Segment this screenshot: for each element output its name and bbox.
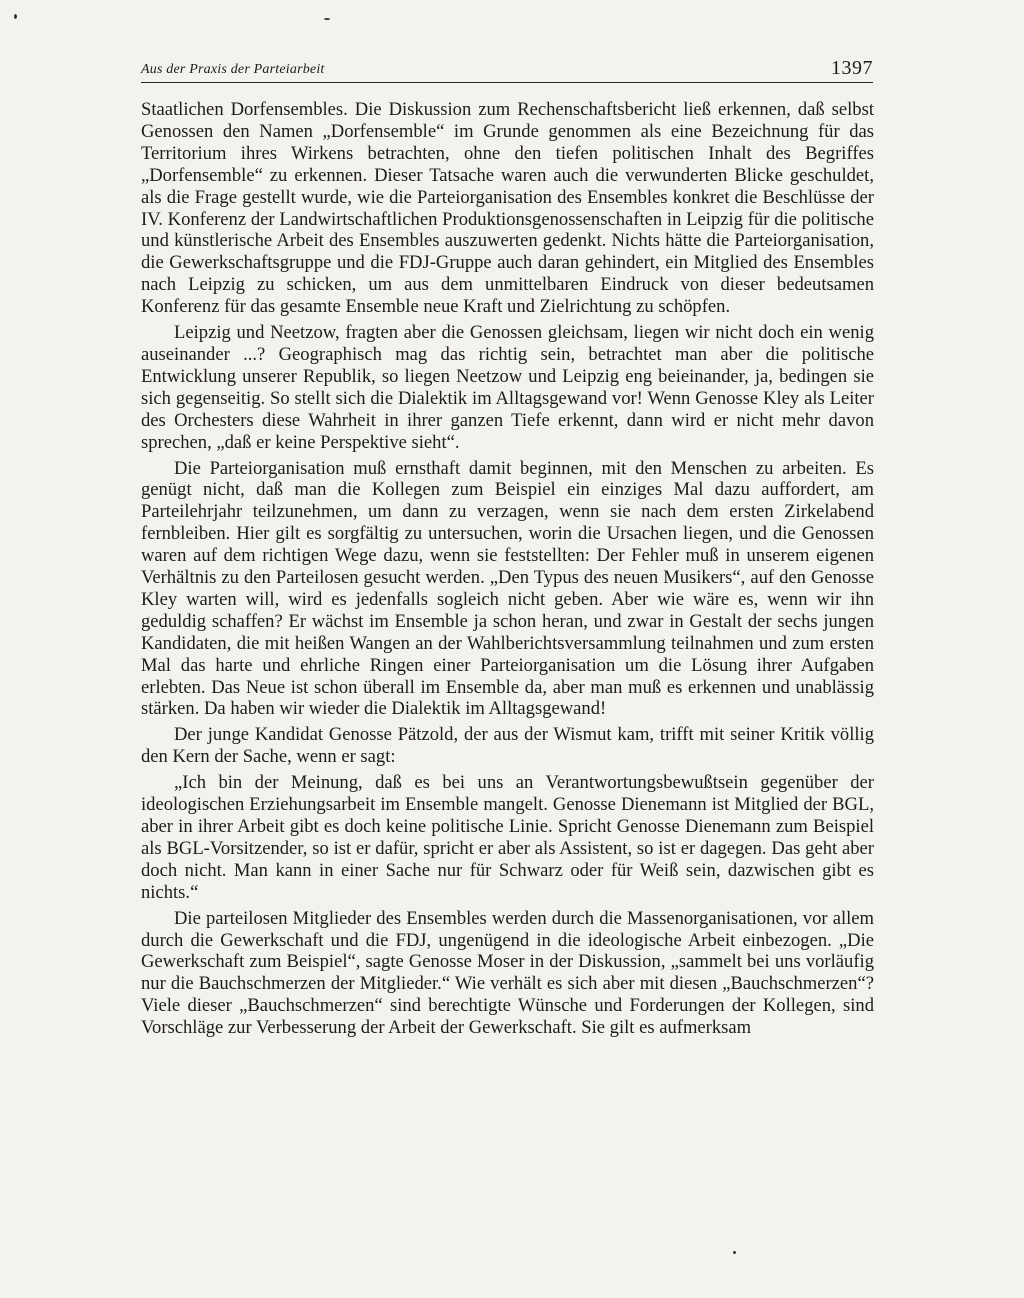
running-head: Aus der Praxis der Parteiarbeit xyxy=(141,62,325,77)
paragraph-continuation: Staatlichen Dorfensembles. Die Diskussion zum Rechenschaftsbericht ließ erkennen, daß selbst Genossen den Namen „Dorfensemble“ im Grunde genommen als eine Bezeichnung für das Territorium ihres Wirkens betrachten, ohne den tiefen politischen Inhalt des Begriffes „Dorfensemble“ zu erkennen. Dieser Tatsache waren auch die verwunderten Blicke geschuldet, als die Frage gestellt wurde, wie die Parteiorganisation des Ensembles konkret die Beschlüsse der IV. Konferenz der Landwirtschaftlichen Produktionsgenossenschaften in Leipzig für die politische und künstlerische Arbeit des Ensembles auszuwerten gedenkt. Nichts hätte die Parteiorganisation, die Gewerkschaftsgruppe und die FDJ-Gruppe auch daran gehindert, ein Mitglied des Ensembles nach Leipzig zu schicken, um aus dem unmittelbaren Eindruck von dieser bedeutsamen Konferenz für das gesamte Ensemble neue Kraft und Zielrichtung zu schöpfen. xyxy=(141,99,874,318)
quotation-paragraph: „Ich bin der Meinung, daß es bei uns an Verantwortungsbewußtsein gegenüber der ideologischen Erziehungsarbeit im Ensemble mangelt. Genosse Dienemann ist Mitglied der BGL, aber in ihrer Arbeit gibt es doch keine politische Linie. Spricht Genosse Dienemann zum Beispiel als BGL-Vorsitzender, so ist er dafür, spricht er aber als Assistent, so ist er dagegen. Das geht aber doch nicht. Man kann in einer Sache nur für Schwarz oder für Weiß sein, dazwischen gibt es nichts.“ xyxy=(141,772,874,903)
page-number: 1397 xyxy=(831,57,873,79)
paragraph: Die parteilosen Mitglieder des Ensembles werden durch die Massenorganisationen, vor allem durch die Gewerkschaft und die FDJ, ungenügend in die ideologische Arbeit einbezogen. „Die Gewerkschaft zum Beispiel“, sagte Genosse Moser in der Diskussion, „sammelt bei uns vorläufig nur die Bauchschmerzen der Mitglieder.“ Wie verhält es sich aber mit diesen „Bauchschmerzen“? Viele dieser „Bauchschmerzen“ sind berechtigte Wünsche und Forderungen der Kollegen, sind Vorschläge zur Verbesserung der Arbeit der Gewerkschaft. Sie gilt es aufmerksam xyxy=(141,907,874,1039)
paragraph: Der junge Kandidat Genosse Pätzold, der aus der Wismut kam, trifft mit seiner Kritik völlig den Kern der Sache, wenn er sagt: xyxy=(141,724,874,768)
page-header xyxy=(141,58,873,83)
paragraph: Die Parteiorganisation muß ernsthaft damit beginnen, mit den Menschen zu arbeiten. Es genügt nicht, daß man die Kollegen zum Beispiel ein einziges Mal dazu auffordert, am Parteilehrjahr teilzunehmen, um dann zu verzagen, wenn sie nach dem ersten Zirkelabend fernbleiben. Hier gilt es sorgfältig zu untersuchen, worin die Ursachen liegen, und die Genossen waren auf dem richtigen Wege dazu, wenn sie feststellten: Der Fehler muß in unserem eigenen Verhältnis zu den Parteilosen gesucht werden. „Den Typus des neuen Musikers“, auf den Genosse Kley warten will, wird es jedenfalls sogleich nicht geben. Aber wie wäre es, wenn wir ihn geduldig schaffen? Er wächst im Ensemble ja schon heran, und zwar in Gestalt der sechs jungen Kandidaten, die mit heißen Wangen an der Wahlberichtsversammlung teilnahmen und zum ersten Mal das harte und ehrliche Ringen einer Parteiorganisation um die Lösung ihrer Aufgaben erlebten. Das Neue ist schon überall im Ensemble da, aber man muß es erkennen und unablässig stärken. Da haben wir wieder die Dialektik im Alltagsgewand! xyxy=(141,457,874,720)
scan-speck xyxy=(324,18,330,20)
scan-speck xyxy=(14,14,17,19)
paragraph: Leipzig und Neetzow, fragten aber die Genossen gleichsam, liegen wir nicht doch ein wenig auseinander ...? Geographisch mag das richtig sein, betrachtet man aber die politische Entwicklung unserer Republik, so liegen Neetzow und Leipzig eng beieinander, ja, bedingen sie sich gegenseitig. So stellt sich die Dialektik im Alltagsgewand vor! Wenn Genosse Kley als Leiter des Orchesters diese Wahrheit in ihrer ganzen Tiefe erkennt, dann wird er nicht mehr davon sprechen, „daß er keine Perspektive sieht“. xyxy=(141,322,874,453)
scan-speck xyxy=(733,1251,736,1254)
body-text xyxy=(141,99,874,1043)
